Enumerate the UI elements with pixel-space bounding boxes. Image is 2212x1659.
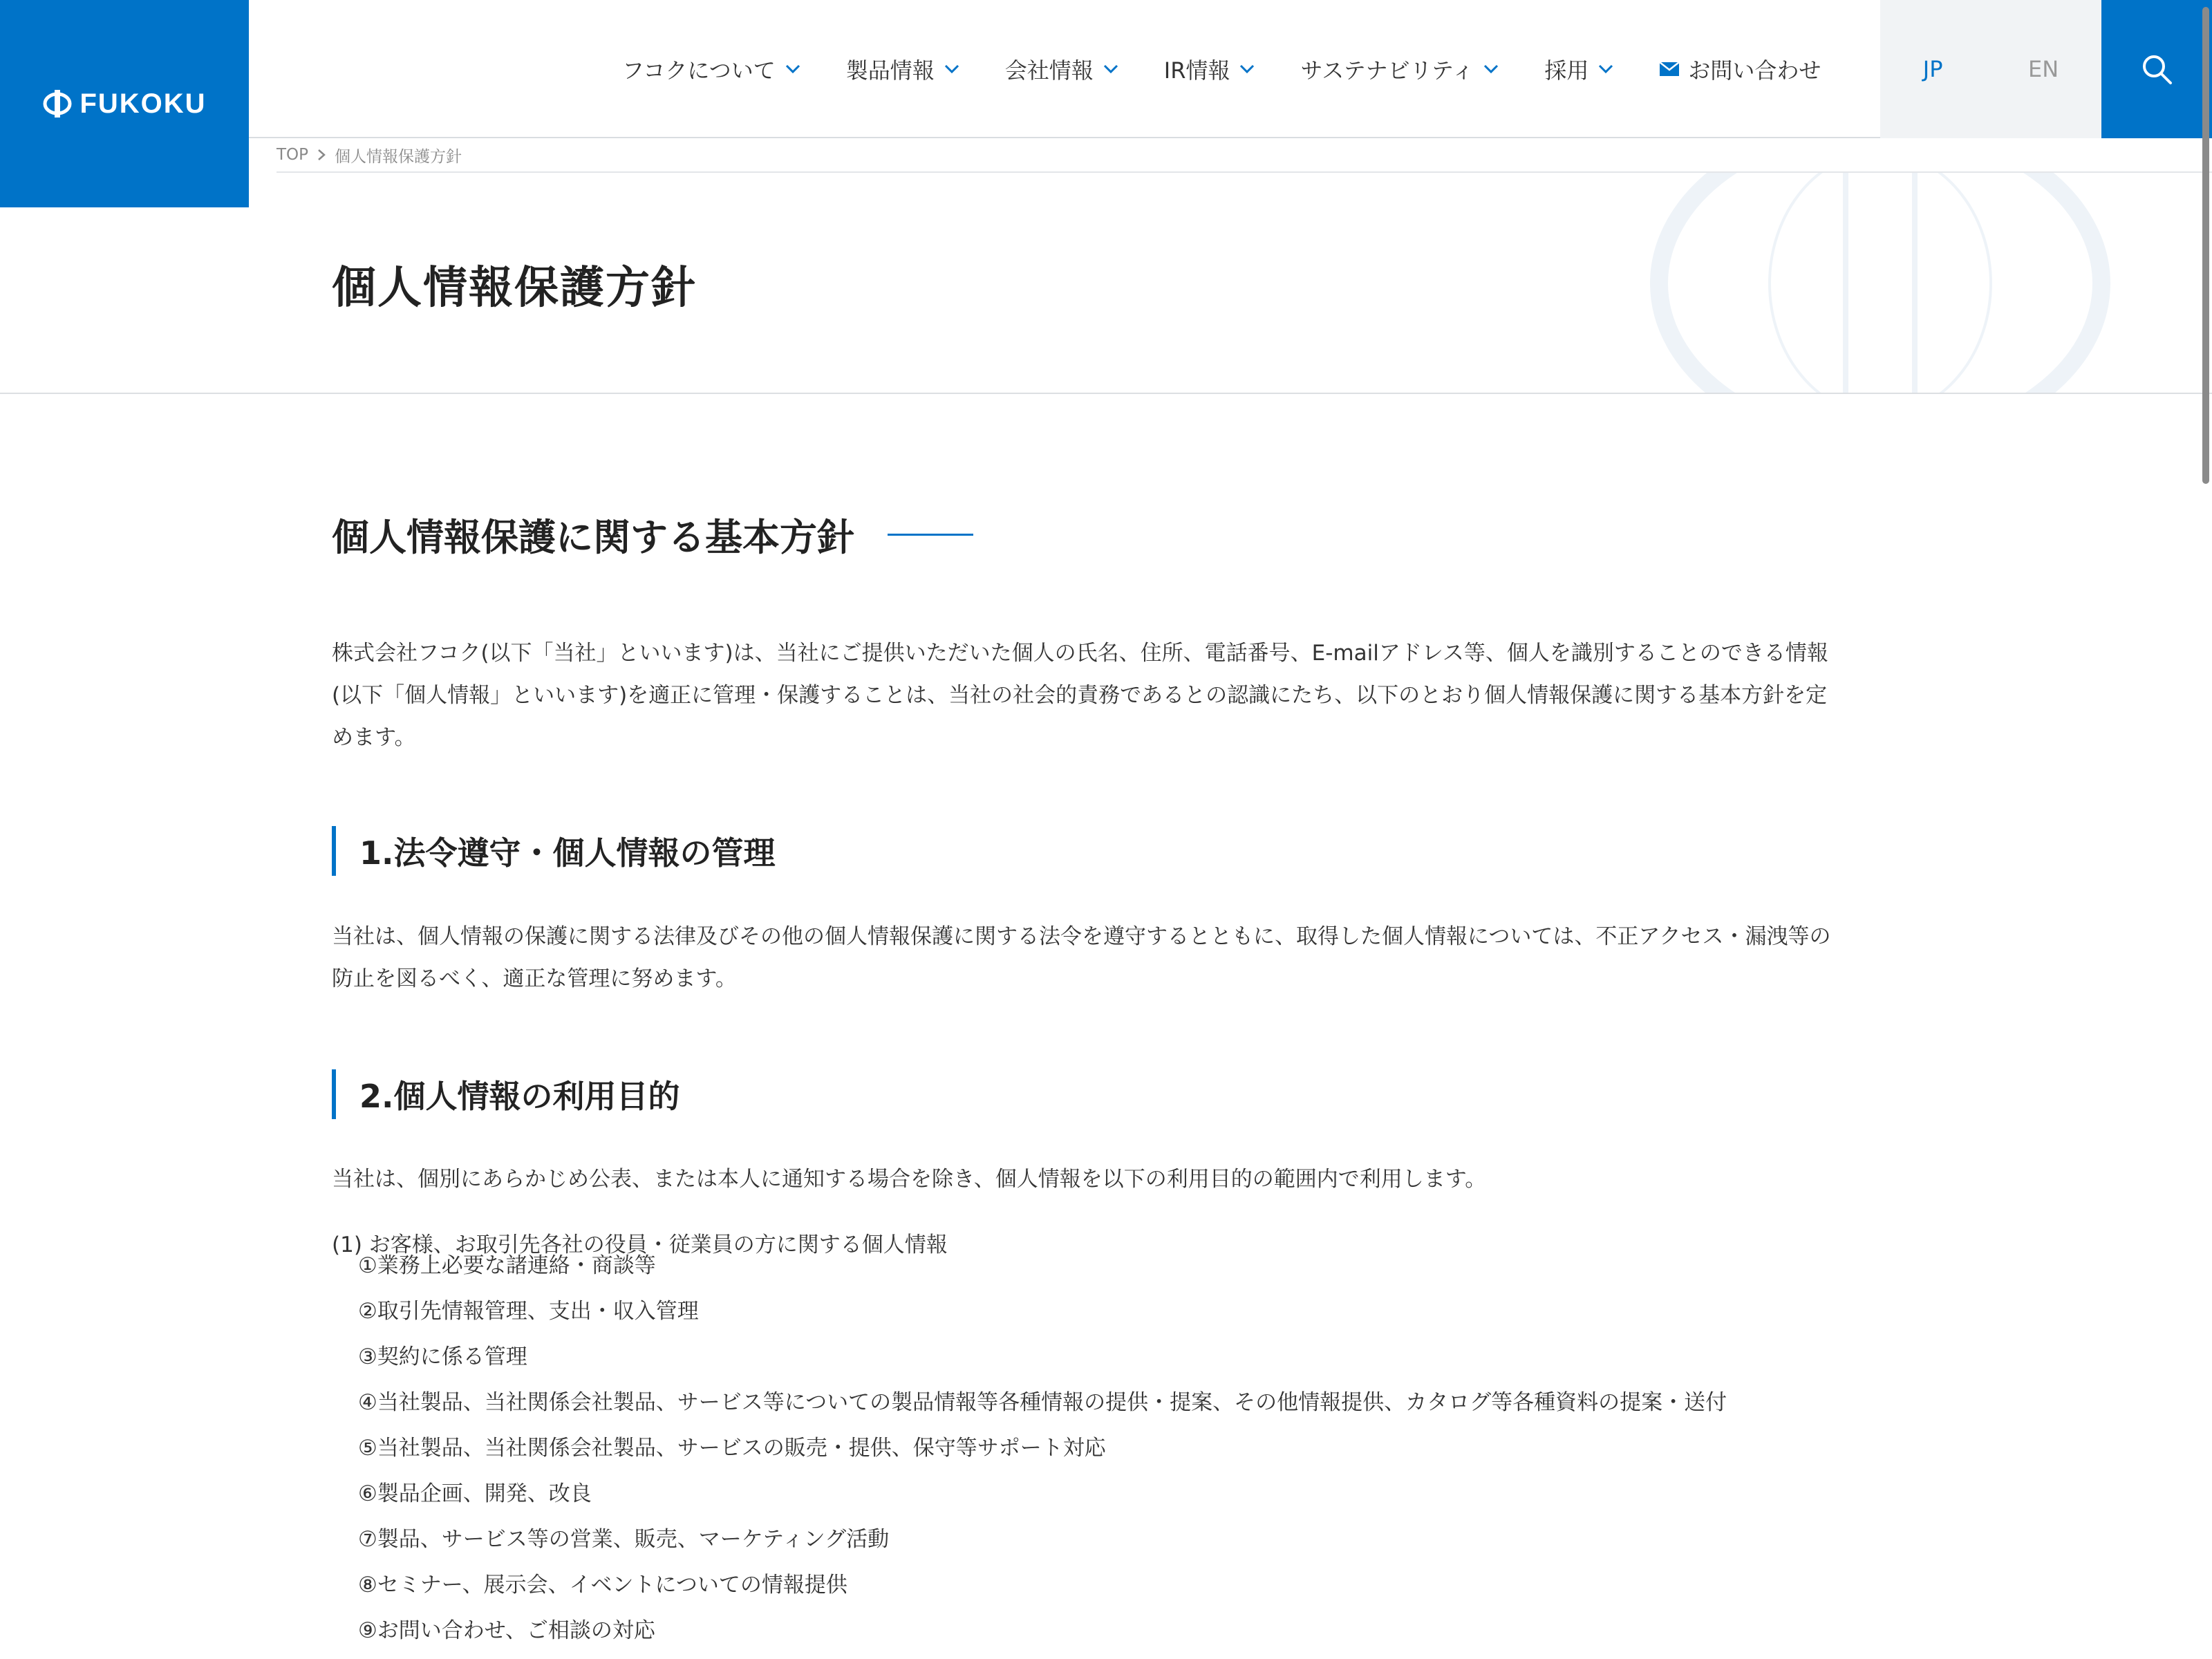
fukoku-logo-mark-icon — [42, 88, 73, 119]
paragraph-line: 防止を図るべく、適正な管理に努めます。 — [332, 966, 737, 991]
section-title — [332, 508, 973, 561]
paragraph-line: 当社は、個人情報の保護に関する法律及びその他の個人情報保護に関する法令を遵守するとともに、取得した個人情報については、不正アクセス・漏洩等の — [332, 924, 1831, 949]
section-title-text: 個人情報保護に関する基本方針 — [332, 516, 854, 559]
section-title-underline — [888, 534, 973, 536]
nav-item-company[interactable] — [1005, 53, 1118, 85]
search-button[interactable] — [2101, 0, 2212, 138]
nav-item-about[interactable] — [622, 53, 800, 85]
logo-text: FUKOKU — [79, 88, 207, 119]
heading-accent-bar — [332, 826, 336, 876]
list-item: ⑧セミナー、展示会、イベントについての情報提供 — [358, 1573, 847, 1597]
language-switcher — [1880, 0, 2101, 138]
list-item: ⑦製品、サービス等の営業、販売、マーケティング活動 — [358, 1527, 890, 1552]
nav-item-label: 製品情報 — [845, 57, 935, 84]
intro-line: (以下「個人情報」といいます)を適正に管理・保護することは、当社の社会的責務であるとの認識にたち、以下のとおり個人情報保護に関する基本方針を定 — [332, 683, 1828, 708]
purpose-paragraph: 当社は、個別にあらかじめ公表、または本人に通知する場合を除き、個人情報を以下の利用目的の範囲内で利用します。 — [332, 1167, 1487, 1192]
chevron-down-icon — [785, 64, 800, 74]
chevron-right-icon — [317, 149, 326, 161]
list-item: ④当社製品、当社関係会社製品、サービス等についての製品情報等各種情報の提供・提案、その他情報提供、カタログ等各種資料の提案・送付 — [358, 1390, 1727, 1415]
intro-line: 株式会社フコク(以下「当社」といいます)は、当社にご提供いただいた個人の氏名、住所、電話番号、E-mailアドレス等、個人を識別することのできる情報 — [332, 641, 1828, 666]
logo-watermark-icon — [1645, 173, 2129, 394]
nav-item-recruit[interactable] — [1544, 53, 1613, 85]
nav-item-label: お問い合わせ — [1688, 57, 1821, 84]
heading-compliance — [332, 826, 775, 876]
breadcrumb-home-link[interactable]: TOP — [276, 146, 309, 164]
nav-item-contact[interactable] — [1659, 53, 1821, 85]
nav-item-products[interactable] — [846, 53, 959, 85]
lang-jp-link[interactable]: JP — [1922, 56, 1943, 82]
chevron-down-icon — [944, 64, 959, 74]
nav-item-ir[interactable] — [1164, 53, 1255, 85]
heading-text: 2.個人情報の利用目的 — [359, 1078, 680, 1115]
nav-item-label: サステナビリティ — [1300, 57, 1474, 84]
page-title-band — [0, 173, 2212, 394]
list-item: ③契約に係る管理 — [358, 1344, 527, 1369]
list-item: ①業務上必要な諸連絡・商談等 — [358, 1253, 656, 1278]
heading-text: 1.法令遵守・個人情報の管理 — [359, 834, 776, 872]
scrollbar-thumb[interactable] — [2202, 7, 2209, 484]
intro-paragraph — [332, 632, 1880, 759]
global-nav — [622, 0, 1821, 138]
mail-icon — [1659, 62, 1680, 77]
list-item: ②取引先情報管理、支出・収入管理 — [358, 1299, 699, 1324]
lang-en-link[interactable]: EN — [2028, 56, 2059, 82]
logo-link[interactable] — [0, 0, 249, 207]
compliance-paragraph — [332, 916, 1880, 1000]
chevron-down-icon — [1598, 64, 1613, 74]
page-title: 個人情報保護方針 — [332, 263, 697, 314]
chevron-down-icon — [1239, 64, 1255, 74]
purpose-list-heading: (1) お客様、お取引先各社の役員・従業員の方に関する個人情報 — [332, 1232, 948, 1257]
list-item: ⑨お問い合わせ、ご相談の対応 — [358, 1618, 655, 1643]
nav-item-label: 採用 — [1544, 57, 1589, 84]
nav-item-label: IR情報 — [1163, 57, 1230, 84]
purpose-list — [358, 1243, 1727, 1653]
nav-item-sustainability[interactable] — [1300, 53, 1499, 85]
chevron-down-icon — [1103, 64, 1118, 74]
breadcrumb-current: 個人情報保護方針 — [335, 147, 462, 166]
list-item: ⑥製品企画、開発、改良 — [358, 1481, 592, 1506]
heading-accent-bar — [332, 1069, 336, 1119]
intro-line: めます。 — [332, 725, 416, 750]
search-icon — [2140, 53, 2173, 86]
nav-item-label: フコクについて — [622, 57, 776, 84]
logo — [42, 88, 206, 120]
list-item: ⑤当社製品、当社関係会社製品、サービスの販売・提供、保守等サポート対応 — [358, 1436, 1106, 1461]
heading-purpose — [332, 1069, 679, 1119]
page-scrollbar[interactable] — [2198, 0, 2212, 1659]
nav-item-label: 会社情報 — [1004, 57, 1094, 84]
chevron-down-icon — [1483, 64, 1499, 74]
breadcrumb — [276, 138, 2212, 173]
site-header — [0, 0, 2212, 138]
